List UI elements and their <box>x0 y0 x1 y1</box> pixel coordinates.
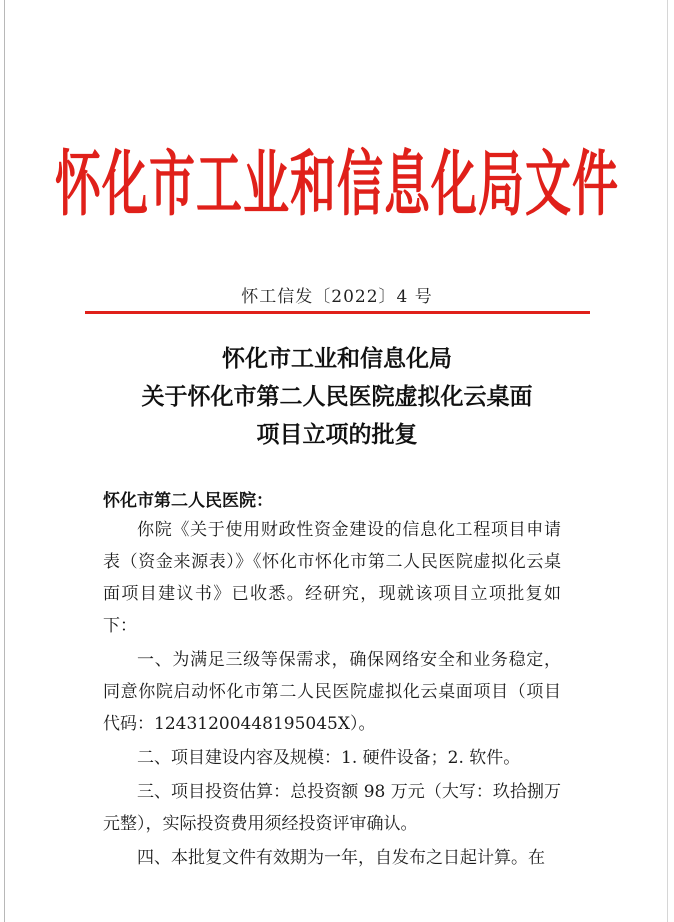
document-title <box>0 340 674 454</box>
paragraph-item-2: 二、项目建设内容及规模：1. 硬件设备；2. 软件。 <box>137 748 521 768</box>
document-header <box>0 128 674 226</box>
document-body <box>103 514 561 874</box>
paragraph-item-3: 三、项目投资估算：总投资额 98 万元（大写：玖拾捌万元整），实际投资费用须经投资评审确认。 <box>103 782 561 834</box>
addressee: 怀化市第二人民医院： <box>103 491 273 511</box>
issuing-authority-title: 怀化市工业和信息化局文件 <box>55 141 619 226</box>
document-number: 怀工信发〔2022〕4 号 <box>241 287 433 307</box>
title-line-2: 关于怀化市第二人民医院虚拟化云桌面 <box>141 383 533 410</box>
paragraph-intro: 你院《关于使用财政性资金建设的信息化工程项目申请表（资金来源表）》《怀化市怀化市第二人民医院虚拟化云桌面项目建议书》已收悉。经研究，现就该项目立项批复如下： <box>103 520 561 636</box>
red-separator-line <box>85 311 590 314</box>
paragraph-item-1: 一、为满足三级等保需求，确保网络安全和业务稳定，同意你院启动怀化市第二人民医院虚拟化云桌面项目（项目代码：12431200448195045X）。 <box>103 650 561 734</box>
paragraph-item-4: 四、本批复文件有效期为一年，自发布之日起计算。在 <box>137 848 545 868</box>
title-line-1: 怀化市工业和信息化局 <box>222 345 452 372</box>
title-line-3: 项目立项的批复 <box>256 421 418 448</box>
